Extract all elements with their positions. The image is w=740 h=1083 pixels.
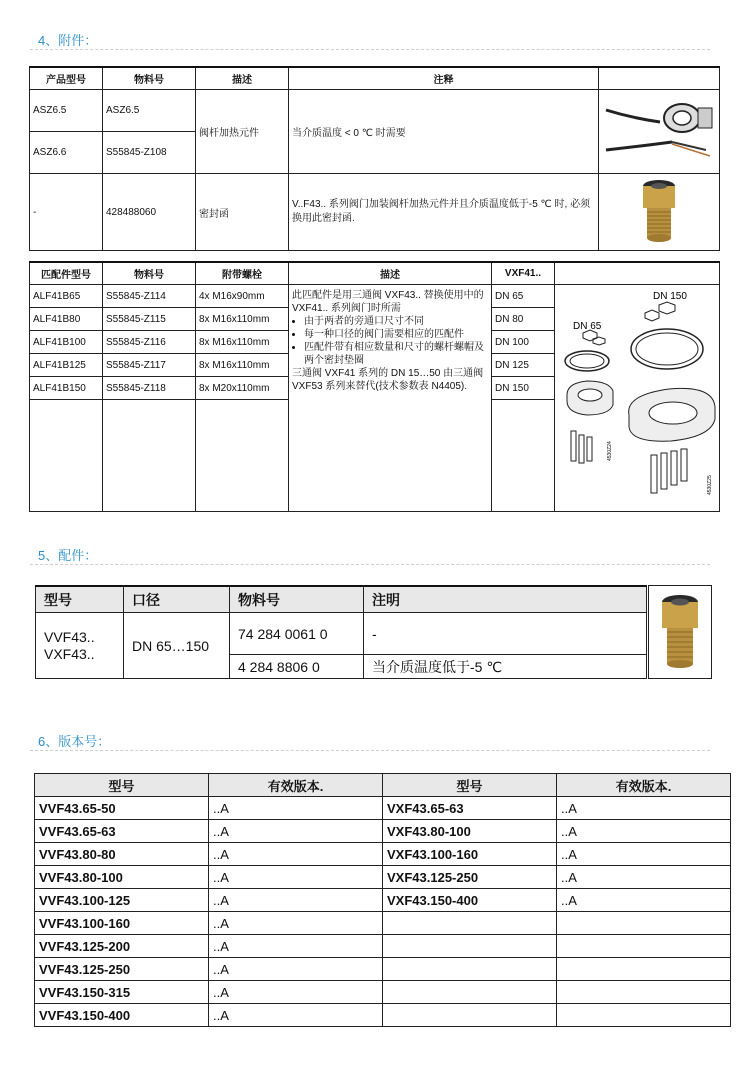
section-divider: [30, 564, 710, 565]
cell-vxf: DN 150: [492, 377, 555, 400]
cell-version: [557, 912, 731, 935]
cell-vxf: DN 125: [492, 354, 555, 377]
cell-desc: [289, 285, 492, 512]
desc-outro: 三通阀 VXF41 系列的 DN 15…50 由三通阀 VXF53 系列来替代(技术参数表 N4405).: [292, 368, 484, 392]
cell-model: VVF43.80-80: [35, 843, 209, 866]
col-header-model: 型号: [36, 586, 124, 613]
cell-version: ..A: [209, 843, 383, 866]
cell-image-heater: [599, 90, 720, 174]
cell-version: ..A: [557, 889, 731, 912]
cell-version: ..A: [209, 912, 383, 935]
cell-bolts: 8x M20x110mm: [196, 377, 289, 400]
cell-version: ..A: [557, 843, 731, 866]
table-row: [35, 797, 731, 820]
cell-material: S55845-Z115: [103, 308, 196, 331]
cell-bolts: 8x M16x110mm: [196, 331, 289, 354]
cell-version: ..A: [209, 820, 383, 843]
cell-note: V..F43.. 系列阀门加装阀杆加热元件并且介质温度低于-5 ℃ 时, 必须换用此密封函.: [289, 174, 599, 251]
table-row: [35, 889, 731, 912]
cell-model: ALF41B80: [30, 308, 103, 331]
table-header-row: [30, 67, 720, 90]
desc-bullet: • 匹配件带有相应数量和尺寸的螺杆螺帽及两个密封垫圈: [304, 341, 488, 367]
cell-image-adapters: [555, 285, 720, 512]
cell-model: -: [30, 174, 103, 251]
cell-model: VXF43.150-400: [383, 889, 557, 912]
cell-version: ..A: [209, 866, 383, 889]
cell-version: [557, 935, 731, 958]
cell-material: 428488060: [103, 174, 196, 251]
col-header-material: 物料号: [230, 586, 364, 613]
cell-version: [557, 958, 731, 981]
col-header-image: [599, 67, 720, 90]
drawing-label-dn150: DN 150: [653, 291, 687, 302]
cell-version: ..A: [209, 958, 383, 981]
drawing-label-dn65: DN 65: [573, 321, 602, 332]
col-header-version: 有效版本.: [209, 774, 383, 797]
table-row: [36, 613, 647, 655]
model-line: VVF43..: [44, 628, 95, 645]
section-title-accessories: 4、附件：: [38, 33, 98, 48]
cell-model: VVF43.125-250: [35, 958, 209, 981]
col-header-material: 物料号: [103, 262, 196, 285]
cell-material: S55845-Z114: [103, 285, 196, 308]
col-header-material: 物料号: [103, 67, 196, 90]
col-header-model: 产品型号: [30, 67, 103, 90]
cell-bolts: 8x M16x110mm: [196, 354, 289, 377]
cell-model: VXF43.125-250: [383, 866, 557, 889]
desc-bullet: • 每一种口径的阀门需要相应的匹配件: [304, 328, 488, 341]
cell-note: 当介质温度 < 0 ℃ 时需要: [289, 90, 599, 174]
cell-material: S55845-Z117: [103, 354, 196, 377]
table-row: [30, 174, 720, 251]
cell-desc: 密封函: [196, 174, 289, 251]
col-header-dn: 口径: [124, 586, 230, 613]
adapter-drawing: [555, 285, 719, 505]
cell-dn: DN 65…150: [124, 613, 230, 679]
cell-vxf: DN 65: [492, 285, 555, 308]
cell-empty: [103, 400, 196, 512]
table-row: [35, 843, 731, 866]
cell-model: ALF41B65: [30, 285, 103, 308]
drawing-code-b: 4530Z25: [707, 475, 713, 495]
table-header-row: [36, 586, 647, 613]
table-header-row: [35, 774, 731, 797]
cell-version: ..A: [209, 797, 383, 820]
cell-model: VVF43.65-63: [35, 820, 209, 843]
table-row: [35, 912, 731, 935]
adapters-table: [29, 261, 720, 512]
desc-intro: 此匹配件是用三通阀 VXF43.. 替换使用中的 VXF41.. 系列阀门时所需: [292, 290, 484, 314]
cell-model: VXF43.100-160: [383, 843, 557, 866]
cell-model: ASZ6.6: [30, 132, 103, 174]
accessories-table: [29, 66, 720, 251]
cell-model: ASZ6.5: [30, 90, 103, 132]
table-row: [35, 1004, 731, 1027]
desc-bullet: • 由于两者的旁通口尺寸不同: [304, 315, 488, 328]
section-divider: [30, 750, 710, 751]
cell-model: VXF43.80-100: [383, 820, 557, 843]
col-header-image: [555, 262, 720, 285]
cell-material: ASZ6.5: [103, 90, 196, 132]
cell-model: VXF43.65-63: [383, 797, 557, 820]
versions-table: [34, 773, 731, 1027]
table-header-row: [30, 262, 720, 285]
table-row: [30, 285, 720, 308]
cell-model: [383, 935, 557, 958]
cell-desc: 阀杆加热元件: [196, 90, 289, 174]
cell-model: VVF43.125-200: [35, 935, 209, 958]
cell-bolts: 4x M16x90mm: [196, 285, 289, 308]
cell-version: ..A: [209, 1004, 383, 1027]
col-header-model: 型号: [383, 774, 557, 797]
parts-table: [35, 585, 647, 679]
cell-material: 74 284 0061 0: [230, 613, 364, 655]
cell-note: 当介质温度低于-5 ℃: [364, 655, 647, 679]
col-header-vxf: VXF41..: [492, 262, 555, 285]
cell-image-seal: [599, 174, 720, 251]
table-row: [30, 90, 720, 132]
cell-model: [383, 958, 557, 981]
cell-version: ..A: [209, 935, 383, 958]
cell-model: VVF43.65-50: [35, 797, 209, 820]
cell-vxf: DN 100: [492, 331, 555, 354]
col-header-note: 注明: [364, 586, 647, 613]
col-header-desc: 描述: [196, 67, 289, 90]
cell-note: -: [364, 613, 647, 655]
section-divider: [30, 49, 710, 50]
cell-bolts: 8x M16x110mm: [196, 308, 289, 331]
drawing-code-a: 4530Z24: [607, 441, 613, 461]
table-row: [35, 820, 731, 843]
col-header-bolts: 附带螺栓: [196, 262, 289, 285]
cell-model: VVF43.100-125: [35, 889, 209, 912]
cell-vxf: DN 80: [492, 308, 555, 331]
col-header-version: 有效版本.: [557, 774, 731, 797]
cell-model: VVF43.150-315: [35, 981, 209, 1004]
table-row: [35, 866, 731, 889]
cell-version: ..A: [209, 981, 383, 1004]
cell-model: [383, 912, 557, 935]
cell-model: VVF43.100-160: [35, 912, 209, 935]
model-line: VXF43..: [44, 645, 95, 662]
table-row: [35, 981, 731, 1004]
cell-model: VVF43.150-400: [35, 1004, 209, 1027]
cell-empty: [196, 400, 289, 512]
cell-model: [36, 613, 124, 679]
cell-version: ..A: [557, 797, 731, 820]
cell-model: ALF41B125: [30, 354, 103, 377]
section-title-versions: 6、版本号：: [38, 734, 111, 749]
cell-model: [383, 981, 557, 1004]
parts-image-box: [648, 585, 712, 679]
table-row: [35, 958, 731, 981]
cell-empty: [30, 400, 103, 512]
cell-version: [557, 981, 731, 1004]
cell-version: ..A: [209, 889, 383, 912]
cell-material: S55845-Z108: [103, 132, 196, 174]
cell-model: VVF43.80-100: [35, 866, 209, 889]
col-header-model: 型号: [35, 774, 209, 797]
seal-gland-image: [634, 176, 684, 246]
cell-version: [557, 1004, 731, 1027]
cell-model: ALF41B150: [30, 377, 103, 400]
col-header-note: 注释: [289, 67, 599, 90]
stem-heater-image: [602, 90, 716, 170]
cell-model: [383, 1004, 557, 1027]
cell-material: S55845-Z116: [103, 331, 196, 354]
cell-empty: [492, 400, 555, 512]
col-header-model: 匹配件型号: [30, 262, 103, 285]
cell-version: ..A: [557, 820, 731, 843]
cell-model: ALF41B100: [30, 331, 103, 354]
seal-gland-image: [652, 590, 708, 674]
cell-material: S55845-Z118: [103, 377, 196, 400]
cell-material: 4 284 8806 0: [230, 655, 364, 679]
section-title-parts: 5、配件：: [38, 548, 98, 563]
desc-bullet-list: [292, 315, 488, 367]
col-header-desc: 描述: [289, 262, 492, 285]
cell-version: ..A: [557, 866, 731, 889]
table-row: [35, 935, 731, 958]
